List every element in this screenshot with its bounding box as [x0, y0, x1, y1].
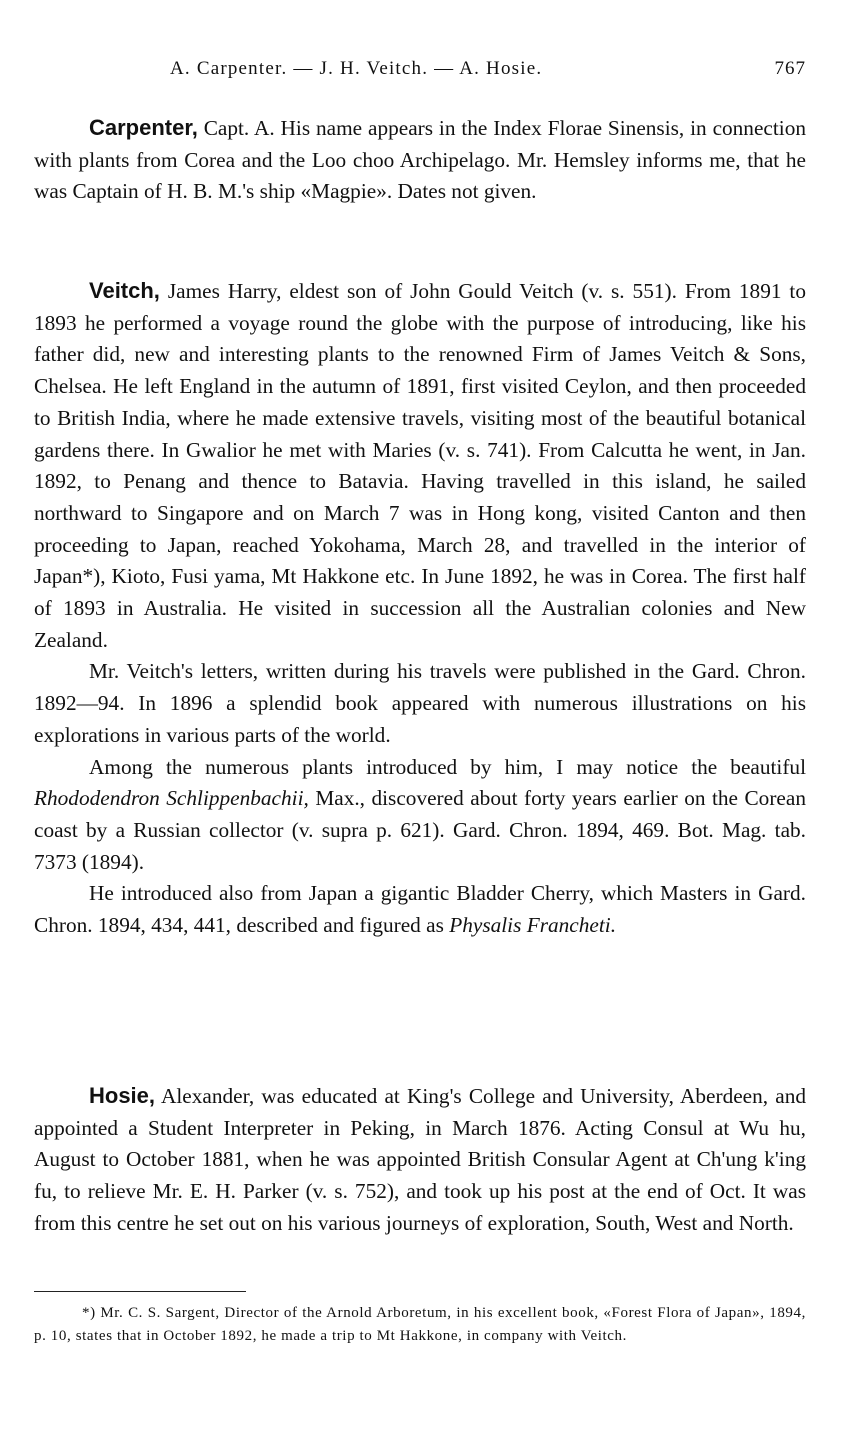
entry-veitch-text-3a: Among the numerous plants introduced by him, I may notice the beautiful: [89, 754, 806, 779]
entry-veitch: [34, 275, 806, 942]
entry-veitch-text-3b: Max., discovered about forty years earlier on the Corean coast by a Russian collector (v. supra p. 621). Gard. Chron. 1894, 469. Bot. Mag. tab. 7373 (1894).: [34, 786, 806, 874]
species-name-physalis: Physalis Francheti.: [449, 913, 617, 938]
running-head: [34, 58, 806, 90]
entry-veitch-paragraph-1: [34, 275, 806, 656]
entry-name-hosie: Hosie,: [89, 1083, 156, 1108]
entry-name-carpenter: Carpenter,: [89, 115, 198, 140]
entry-hosie-paragraph: [34, 1080, 806, 1240]
entry-veitch-paragraph-2: Mr. Veitch's letters, written during his travels were published in the Gard. Chron. 1892—94. In 1896 a splendid book appeared with numerous illustrations on his explorations in various parts of the world.: [34, 659, 806, 747]
entry-hosie-text: Alexander, was educated at King's College and University, Aberdeen, and appointed a Student Interpreter in Peking, in March 1876. Acting Consul at Wu hu, August to October 1881, when he was appointed British Consular Agent at Ch'ung k'ing fu, to relieve Mr. E. H. Parker (v. s. 752), and took up his post at the end of Oct. It was from this centre he set out on his various journeys of exploration, South, West and North.: [34, 1084, 806, 1235]
entry-veitch-paragraph-3: [34, 752, 806, 879]
entry-veitch-text-1: James Harry, eldest son of John Gould Veitch (v. s. 551). From 1891 to 1893 he performed a voyage round the globe with the purpose of introducing, like his father did, new and interesting plants to the renowned Firm of James Veitch & Sons, Chelsea. He left England in the autumn of 1891, first visited Ceylon, and then proceeded to British India, where he made extensive travels, visiting most of the beautiful botanical gardens there. In Gwalior he met with Maries (v. s. 741). From Calcutta he went, in Jan. 1892, to Penang and thence to Batavia. Having travelled in this island, he sailed northward to Singapore and on March 7 was in Hong kong, visited Canton and then proceeding to Japan, reached Yokohama, March 28, and travelled in the interior of Japan*), Kioto, Fusi yama, Mt Hakkone etc. In June 1892, he was in Corea. The first half of 1893 in Australia. He visited in succession all the Australian colonies and New Zealand.: [34, 279, 806, 652]
entry-carpenter-paragraph: [34, 112, 806, 208]
running-head-title: A. Carpenter. — J. H. Veitch. — A. Hosie.: [170, 58, 543, 79]
entry-veitch-text-4a: He introduced also from Japan a gigantic Bladder Cherry, which Masters in Gard. Chron. 1894, 434, 441, described and figured as: [34, 881, 806, 938]
species-name-rhododendron: Rhododendron Schlippenbachii,: [34, 786, 309, 811]
footnote: [34, 1302, 806, 1348]
entry-carpenter: [34, 112, 806, 208]
entry-carpenter-text: Capt. A. His name appears in the Index Florae Sinensis, in connection with plants from Corea and the Loo choo Archipelago. Mr. Hemsley informs me, that he was Captain of H. B. M.'s ship «Magpie». Dates not given.: [34, 116, 806, 204]
entry-name-veitch: Veitch,: [89, 278, 160, 303]
entry-hosie: [34, 1080, 806, 1240]
page-number: 767: [774, 58, 806, 79]
footnote-text: *) Mr. C. S. Sargent, Director of the Arnold Arboretum, in his excellent book, «Forest Flora of Japan», 1894, p. 10, states that in October 1892, he made a trip to Mt Hakkone, in company with Veitch.: [34, 1305, 806, 1344]
entry-veitch-paragraph-4: [34, 878, 806, 941]
footnote-divider: [34, 1291, 246, 1292]
